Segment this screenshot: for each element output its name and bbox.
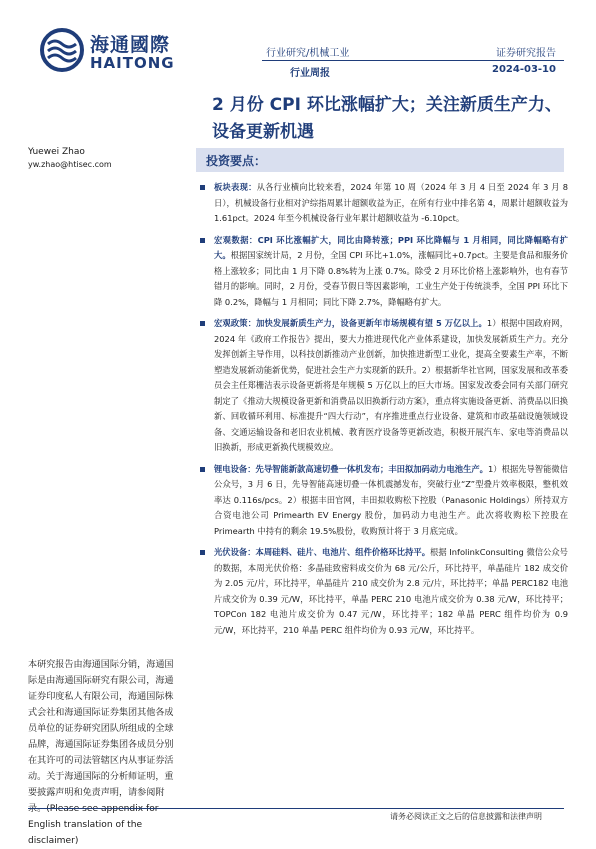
report-title: 2 月份 CPI 环比涨幅扩大；关注新质生产力、设备更新机遇 — [212, 95, 562, 142]
footer-notice: 请务必阅读正文之后的信息披露和法律声明 — [390, 812, 542, 821]
bullet-sector-performance — [198, 180, 568, 227]
report-type: 证券研究报告 — [496, 48, 556, 59]
bullet-emphasis: CPI 环比涨幅扩大，同比由降转涨；PPI 环比降幅与 1 月相同，同比降幅略有扩大。 — [214, 234, 568, 260]
bullet-heading: 板块表现： — [214, 182, 257, 192]
bullet-heading: 锂电设备： — [214, 463, 256, 474]
bullet-macro-data — [198, 233, 568, 311]
logo-chinese-name: 海通國際 — [90, 34, 171, 56]
bullet-text: 1）根据先导智能微信公众号，3 月 6 日，先导智能高速切叠一体机震撼发布，突破行业“Z”型叠片效率极限，整机效率达 0.116s/pcs。2）根据丰田官网，丰田拟收购松下控股（Panasonic Holdings）所持双方合资电池公司 Primearth EV Energy 股份，加码动力电池生产。此次将收购松下控股在 Primearth 中持有的剩余 19.5%股份，收购预计将于 3 月底完成。 — [214, 463, 568, 536]
bullet-lithium-equipment — [198, 462, 568, 540]
section-title: 投资要点： — [206, 154, 267, 168]
header-divider — [262, 60, 564, 61]
bullet-macro-policy — [198, 316, 568, 456]
bullet-emphasis: 加快发展新质生产力，设备更新年市场规模有望 5 万亿以上。 — [256, 318, 487, 328]
bullet-text: 根据 InfolinkConsulting 微信公众号的数据，本周光伏价格：多晶硅致密料成交价为 68 元/公斤，环比持平，单晶硅片 182 成交价为 2.05 元/片，环比持平，单晶硅片 210 成交价为 2.8 元/片，环比持平；单晶 PERC182 电池片成交价为 0.39 元/W，环比持平，单晶 PERC 210 电池片成交价为 0.38 元/W，环比持平；TOPCon 182 电池片成交价为 0.47 元/W，环比持平；182 单晶 PERC 组件均价为 0.9 元/W，环比持平，210 单晶 PERC 组件均价为 0.93 元/W，环比持平。 — [214, 547, 568, 635]
bullet-text: 根据国家统计局，2 月份，全国 CPI 环比+1.0%，涨幅同比+0.7pct。主要是食品和服务价格上涨较多；同比由 1 月下降 0.8%转为上涨 0.7%。除受 2 月环比价格上涨影响外，也有春节错月的影响。同时，2 月份，受春节假日等因素影响，工业生产处于传统淡季，全国 PPI 环比下降 0.2%，降幅与 1 月相同；同比下降 2.7%，降幅略有扩大。 — [214, 250, 568, 307]
analyst-name: Yuewei Zhao — [28, 147, 85, 157]
investment-highlights-list — [198, 180, 568, 644]
distribution-disclaimer: 本研究报告由海通国际分销，海通国际是由海通国际研究有限公司，海通证券印度私人有限公司，海通国际株式会社和海通国际证券集团其他各成员单位的证券研究团队所组成的全球品牌，海通国际证券集团各成员分别在其许可的司法管辖区内从事证券活动。关于海通国际的分析师证明，重要披露声明和免责声明，请参阅附录。(Please see appendix for English translation of the disclaimer) — [28, 660, 174, 846]
bullet-heading: 宏观数据： — [214, 234, 258, 245]
report-date: 2024-03-10 — [492, 64, 556, 75]
haitong-logo — [40, 28, 190, 76]
bullet-text: 从各行业横向比较来看，2024 年第 10 周（2024 年 3 月 4 日至 2024 年 3 月 8 日），机械设备行业相对沪综指周累计超额收益为正，在所有行业中排名第 4，周累计超额收益为 1.61pct。2024 年至今机械设备行业年累计超额收益为 -6.10pct。 — [214, 182, 568, 223]
report-category: 行业研究/机械工业 — [266, 48, 350, 59]
footer-divider — [28, 808, 564, 809]
bullet-pv-equipment — [198, 545, 568, 638]
bullet-heading: 光伏设备： — [214, 547, 256, 557]
analyst-email[interactable]: yw.zhao@htisec.com — [28, 160, 112, 169]
report-series: 行业周报 — [290, 68, 330, 79]
bullet-text: 1）根据中国政府网，2024 年《政府工作报告》提出，要大力推进现代化产业体系建设，加快发展新质生产力。充分发挥创新主导作用，以科技创新推动产业创新，加快推进新型工业化，提高全要素生产率，不断塑造发展新动能新优势，促进社会生产力实现新的跃升。2）根据新华社官网，国家发展和改革委员会主任郑栅洁表示设备更新将是年规模 5 万亿以上的巨大市场。国家发改委会同有关部门研究制定了《推动大规模设备更新和消费品以旧换新行动方案》，重点将实施设备更新、消费品以旧换新、回收循环利用、标准提升“四大行动”，有序推进重点行业设备、建筑和市政基础设施领域设备、交通运输设备和老旧农业机械、教育医疗设备等更新改造，积极开展汽车、家电等消费品以旧换新，形成更新换代规模效应。 — [214, 318, 569, 452]
bullet-emphasis: 本周硅料、硅片、电池片、组件价格环比持平。 — [255, 547, 431, 557]
haitong-emblem-icon — [40, 28, 84, 72]
bullet-heading: 宏观政策： — [214, 318, 257, 328]
logo-english-name: HAITONG — [90, 54, 175, 72]
bullet-emphasis: 先导智能新款高速切叠一体机发布；丰田拟加码动力电池生产。 — [255, 463, 488, 474]
